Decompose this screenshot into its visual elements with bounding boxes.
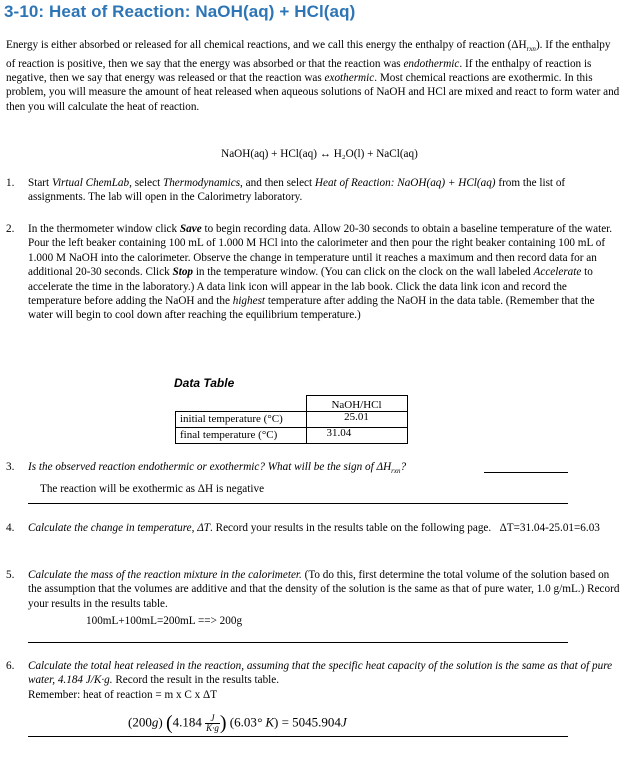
heat-calculation: (200g) (4.184 $\frac{J}{K\cdot g}$ ) (6.03° K) = 5045.904J xyxy=(128,712,347,734)
math-text: g xyxy=(151,714,159,730)
instruction-text: (To do this, first determine the total volume of the solution based on the assumption that the volumes are additive and that the density of the solution is the same as that of pure water, 1.0 g/mL.) Record your results in the results table. xyxy=(28,569,620,610)
math-text: J xyxy=(340,714,347,730)
text: to accelerate the time in the laboratory.) A data link icon will appear in the lab book. Click the data link icon and record the temperature before adding the NaOH and the xyxy=(28,266,593,308)
save-term: Save xyxy=(179,223,202,235)
endothermic-term: endothermic xyxy=(403,57,460,70)
instruction-text: . Record your results in the results table on the following page. xyxy=(210,522,492,534)
math-text: (6.03 xyxy=(229,714,257,730)
highest-term: highest xyxy=(232,295,266,308)
step-number: 5. xyxy=(6,569,15,581)
fraction-denominator: K·g xyxy=(206,723,219,733)
question-text: ? xyxy=(400,461,407,473)
column-header: NaOH/HCl xyxy=(306,396,407,412)
data-table xyxy=(175,395,408,444)
text: Heat of Reaction: NaOH(aq) + HCl(aq) xyxy=(314,177,496,189)
text: , select xyxy=(129,177,163,189)
instruction-text: Record the result in the results table. xyxy=(112,674,280,687)
step-4-answer: ΔT=31.04-25.01=6.03 xyxy=(499,522,600,534)
step-3-text xyxy=(28,460,622,479)
step-3-answer: The reaction will be exothermic as ΔH is negative xyxy=(40,482,265,495)
step-4 xyxy=(6,521,622,535)
exothermic-term: exothermic xyxy=(324,72,375,85)
step-1-text xyxy=(28,176,622,205)
math-text: (200 xyxy=(128,714,152,730)
data-table-title: Data Table xyxy=(174,376,235,390)
rxn-subscript: rxn xyxy=(391,467,401,476)
step-number: 1. xyxy=(6,177,15,189)
step-number: 6. xyxy=(6,660,15,672)
text: In the thermometer window click xyxy=(28,223,180,235)
text: Thermodynamics xyxy=(162,177,241,189)
text: temperature after adding the NaOH in the data table. (Remember that the water will begin to cool down after reaching the equilibrium temperature.) xyxy=(28,295,595,322)
step-3 xyxy=(6,460,622,496)
reaction-equation: NaOH(aq) + HCl(aq) ↔ H₂O(l) + NaCl(aq) xyxy=(221,148,418,160)
step-number: 2. xyxy=(6,223,15,235)
table-cell-value: 31.04 xyxy=(306,427,407,443)
answer-line xyxy=(28,736,568,737)
table-cell-value: 25.01 xyxy=(306,411,407,427)
intro-text: ). If the enthalpy of reaction is positive, then we say that the energy was absorbed or that the reaction was xyxy=(6,39,611,70)
intro-text: . Most chemical reactions are exothermic. In this problem, you will measure the amount of heat released when aqueous solutions of NaOH and HCl are mixed and react to form water and then you will calculate the heat of reaction. xyxy=(6,72,620,113)
math-text: ° K xyxy=(256,714,275,730)
math-text: ) xyxy=(158,714,163,730)
step-2 xyxy=(6,222,622,323)
row-label: final temperature (°C) xyxy=(176,427,307,443)
intro-text: . If the enthalpy of reaction is negative, then we say that energy was released or that the reaction was xyxy=(6,57,592,85)
table-row xyxy=(176,411,408,427)
table-cell xyxy=(176,396,307,412)
math-text: ) = 5045.904 xyxy=(274,714,341,730)
step-6 xyxy=(6,659,622,702)
page-title: 3-10: Heat of Reaction: NaOH(aq) + HCl(aq) xyxy=(4,2,356,21)
step-5 xyxy=(6,568,622,629)
step-1 xyxy=(6,176,622,205)
step-6-text xyxy=(28,659,622,688)
step-5-text xyxy=(28,568,622,611)
accelerate-term: Accelerate xyxy=(533,266,582,279)
answer-line xyxy=(484,472,568,473)
question-text: Calculate the mass of the reaction mixture in the calorimeter. xyxy=(28,569,302,581)
step-4-text xyxy=(28,521,622,535)
step-2-text xyxy=(28,222,622,323)
step-5-answer: 100mL+100mL=200mL ==> 200g xyxy=(86,615,243,628)
step-number: 3. xyxy=(6,461,15,473)
intro-paragraph xyxy=(6,38,622,114)
text: from the list of assignments. The lab will open in the Calorimetry laboratory. xyxy=(28,177,566,204)
step-6-formula-note: Remember: heat of reaction = m x C x ΔT xyxy=(28,688,218,701)
unit-fraction xyxy=(205,714,220,733)
math-text: 4.184 xyxy=(172,714,202,730)
row-label: initial temperature (°C) xyxy=(176,411,307,427)
question-text: Calculate the total heat released in the reaction, assuming that the specific heat capacity of the solution is the same as that of pure water, 4.184 J/K·g. xyxy=(28,660,613,687)
stop-term: Stop xyxy=(172,266,194,279)
rxn-subscript: rxn xyxy=(526,45,536,54)
table-row xyxy=(176,396,408,412)
text: in the temperature window. (You can click on the clock on the wall labeled xyxy=(193,266,534,279)
text: Start xyxy=(28,177,52,189)
answer-line xyxy=(28,503,568,504)
fraction-numerator: J xyxy=(205,714,220,724)
table-row xyxy=(176,427,408,443)
question-text: Is the observed reaction endothermic or exothermic? What will be the sign of ΔH xyxy=(28,461,392,473)
text: , and then select xyxy=(240,177,315,189)
text: Virtual ChemLab xyxy=(51,177,130,189)
text: to begin recording data. Allow 20-30 seconds to obtain a baseline temperature of the water. Pour the left beaker containing 100 mL of 1.000 M HCl into the calorimeter and then pour the right beaker containing 100 mL of 1.000 M NaOH into the calorimeter. Observe the change in temperature until it reaches a maximum and then record data for an additional 20-30 seconds. Click xyxy=(28,223,613,279)
answer-line xyxy=(28,642,568,643)
step-number: 4. xyxy=(6,522,15,534)
intro-text: Energy is either absorbed or released for all chemical reactions, and we call this energy the enthalpy of reaction (ΔH xyxy=(6,39,527,51)
question-text: Calculate the change in temperature, ΔT xyxy=(28,522,211,534)
